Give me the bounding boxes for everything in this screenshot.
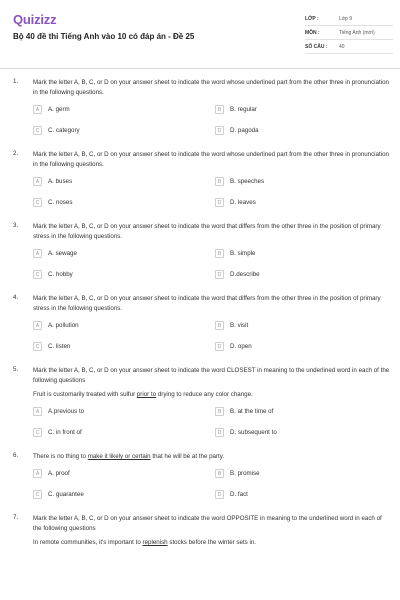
option-letter-badge: A: [33, 407, 42, 416]
option-text: B. speeches: [230, 178, 265, 185]
answer-options: [33, 176, 392, 208]
meta-value: 40: [339, 43, 345, 50]
question-number: 7.: [13, 514, 19, 521]
option-letter-badge: D: [215, 342, 224, 351]
option-text: D.describe: [230, 271, 260, 278]
option-text: C. listen: [48, 343, 71, 350]
quizizz-logo: Quizizz: [13, 12, 57, 27]
option-letter-badge: A: [33, 469, 42, 478]
option-c[interactable]: [33, 125, 215, 136]
option-c[interactable]: [33, 427, 215, 438]
question-number: 2.: [13, 150, 19, 157]
header: [0, 0, 400, 62]
question-text: Mark the letter A, B, C, or D on your answer sheet to indicate the word OPPOSITE in meaning to the underlined word in each of the following questions: [33, 515, 382, 532]
question-list: [0, 78, 400, 562]
option-text: B. promise: [230, 470, 260, 477]
meta-row-count: [305, 40, 393, 54]
answer-options: [33, 248, 392, 280]
option-b[interactable]: [215, 320, 385, 331]
option-letter-badge: A: [33, 321, 42, 330]
option-a[interactable]: [33, 468, 215, 479]
question-sentence: [33, 538, 392, 548]
option-a[interactable]: [33, 406, 215, 417]
option-d[interactable]: [215, 269, 385, 280]
sentence-part: stocks before the winter sets in.: [167, 539, 257, 546]
option-d[interactable]: [215, 427, 385, 438]
question-number: 3.: [13, 222, 19, 229]
option-text: A. pollution: [48, 322, 79, 329]
option-text: A. sewage: [48, 250, 77, 257]
option-d[interactable]: [215, 489, 385, 500]
option-text: B. simple: [230, 250, 256, 257]
option-letter-badge: B: [215, 177, 224, 186]
question-text: Mark the letter A, B, C, or D on your answer sheet to indicate the word whose underlined part from the other three in pronunciation in the following questions.: [33, 151, 389, 168]
meta-row-class: [305, 12, 393, 26]
option-a[interactable]: [33, 248, 215, 259]
question-3: [0, 222, 400, 280]
option-d[interactable]: [215, 197, 385, 208]
meta-table: [305, 12, 393, 54]
option-text: D. pagoda: [230, 127, 259, 134]
option-letter-badge: C: [33, 342, 42, 351]
option-c[interactable]: [33, 269, 215, 280]
text-part: that he will be at the party.: [150, 453, 225, 460]
question-text: Mark the letter A, B, C, or D on your answer sheet to indicate the word CLOSEST in meaning to the underlined word in each of the following questions: [33, 367, 390, 384]
page-title: Bộ 40 đề thi Tiếng Anh vào 10 có đáp án - Đề 25: [13, 32, 195, 41]
option-letter-badge: A: [33, 249, 42, 258]
option-text: D. fact: [230, 491, 248, 498]
option-c[interactable]: [33, 489, 215, 500]
option-b[interactable]: [215, 104, 385, 115]
option-letter-badge: B: [215, 469, 224, 478]
option-text: D. leaves: [230, 199, 256, 206]
option-letter-badge: D: [215, 490, 224, 499]
option-letter-badge: C: [33, 270, 42, 279]
option-letter-badge: C: [33, 428, 42, 437]
option-text: B. at the time of: [230, 408, 274, 415]
option-letter-badge: B: [215, 407, 224, 416]
meta-row-subject: [305, 26, 393, 40]
option-letter-badge: C: [33, 126, 42, 135]
option-letter-badge: D: [215, 270, 224, 279]
option-letter-badge: D: [215, 126, 224, 135]
question-sentence: [33, 390, 392, 400]
option-text: C. guarantee: [48, 491, 84, 498]
sentence-part: In remote communities, it's important to: [33, 539, 143, 546]
question-text: Mark the letter A, B, C, or D on your answer sheet to indicate the word whose underlined part from the other three in pronunciation in the following questions.: [33, 79, 389, 96]
option-text: A. proof: [48, 470, 70, 477]
underlined-word: replenish: [142, 539, 168, 546]
option-letter-badge: A: [33, 105, 42, 114]
question-text: Mark the letter A, B, C, or D on your answer sheet to indicate the word that differs from the other three in the position of primary stress in the following questions.: [33, 295, 381, 312]
header-divider: [0, 68, 400, 69]
question-number: 6.: [13, 452, 19, 459]
text-part: There is no thing to: [33, 453, 88, 460]
answer-options: [33, 406, 392, 438]
answer-options: [33, 468, 392, 500]
meta-value: Tiếng Anh (mới): [339, 29, 375, 36]
sentence-part: Fruit is customarily treated with sulfur: [33, 391, 137, 398]
option-b[interactable]: [215, 406, 385, 417]
question-4: [0, 294, 400, 352]
question-text: [33, 452, 392, 462]
option-letter-badge: B: [215, 105, 224, 114]
sentence-part: drying to reduce any color change.: [156, 391, 253, 398]
option-text: C. hobby: [48, 271, 73, 278]
option-letter-badge: C: [33, 490, 42, 499]
underlined-word: prior to: [136, 391, 157, 398]
option-a[interactable]: [33, 104, 215, 115]
option-b[interactable]: [215, 248, 385, 259]
option-text: C. noses: [48, 199, 73, 206]
option-letter-badge: C: [33, 198, 42, 207]
option-text: D. subsequent to: [230, 429, 277, 436]
option-a[interactable]: [33, 176, 215, 187]
option-c[interactable]: [33, 197, 215, 208]
option-d[interactable]: [215, 341, 385, 352]
option-c[interactable]: [33, 341, 215, 352]
question-text: Mark the letter A, B, C, or D on your answer sheet to indicate the word that differs from the other three in the position of primary stress in the following questions.: [33, 223, 381, 240]
option-text: D. open: [230, 343, 252, 350]
meta-label: SỐ CÂU :: [305, 43, 328, 50]
answer-options: [33, 104, 392, 136]
question-6: [0, 452, 400, 500]
question-5: [0, 366, 400, 438]
meta-value: Lớp 9: [339, 15, 353, 22]
answer-options: [33, 320, 392, 352]
option-b[interactable]: [215, 468, 385, 479]
question-number: 1.: [13, 78, 19, 85]
option-letter-badge: D: [215, 198, 224, 207]
option-text: A. germ: [48, 106, 70, 113]
question-number: 5.: [13, 366, 19, 373]
option-text: A.previous to: [48, 408, 85, 415]
option-text: C. in front of: [48, 429, 82, 436]
option-letter-badge: D: [215, 428, 224, 437]
question-7: [0, 514, 400, 548]
meta-label: LỚP :: [305, 15, 319, 22]
option-a[interactable]: [33, 320, 215, 331]
question-number: 4.: [13, 294, 19, 301]
option-letter-badge: A: [33, 177, 42, 186]
underlined-phrase: make it likely or certain: [87, 453, 151, 460]
option-b[interactable]: [215, 176, 385, 187]
option-letter-badge: B: [215, 321, 224, 330]
question-1: [0, 78, 400, 136]
option-d[interactable]: [215, 125, 385, 136]
option-text: C. category: [48, 127, 80, 134]
option-text: B. visit: [230, 322, 249, 329]
option-text: B. regular: [230, 106, 257, 113]
option-text: A. buses: [48, 178, 73, 185]
question-2: [0, 150, 400, 208]
option-letter-badge: B: [215, 249, 224, 258]
meta-label: MÔN :: [305, 29, 320, 36]
